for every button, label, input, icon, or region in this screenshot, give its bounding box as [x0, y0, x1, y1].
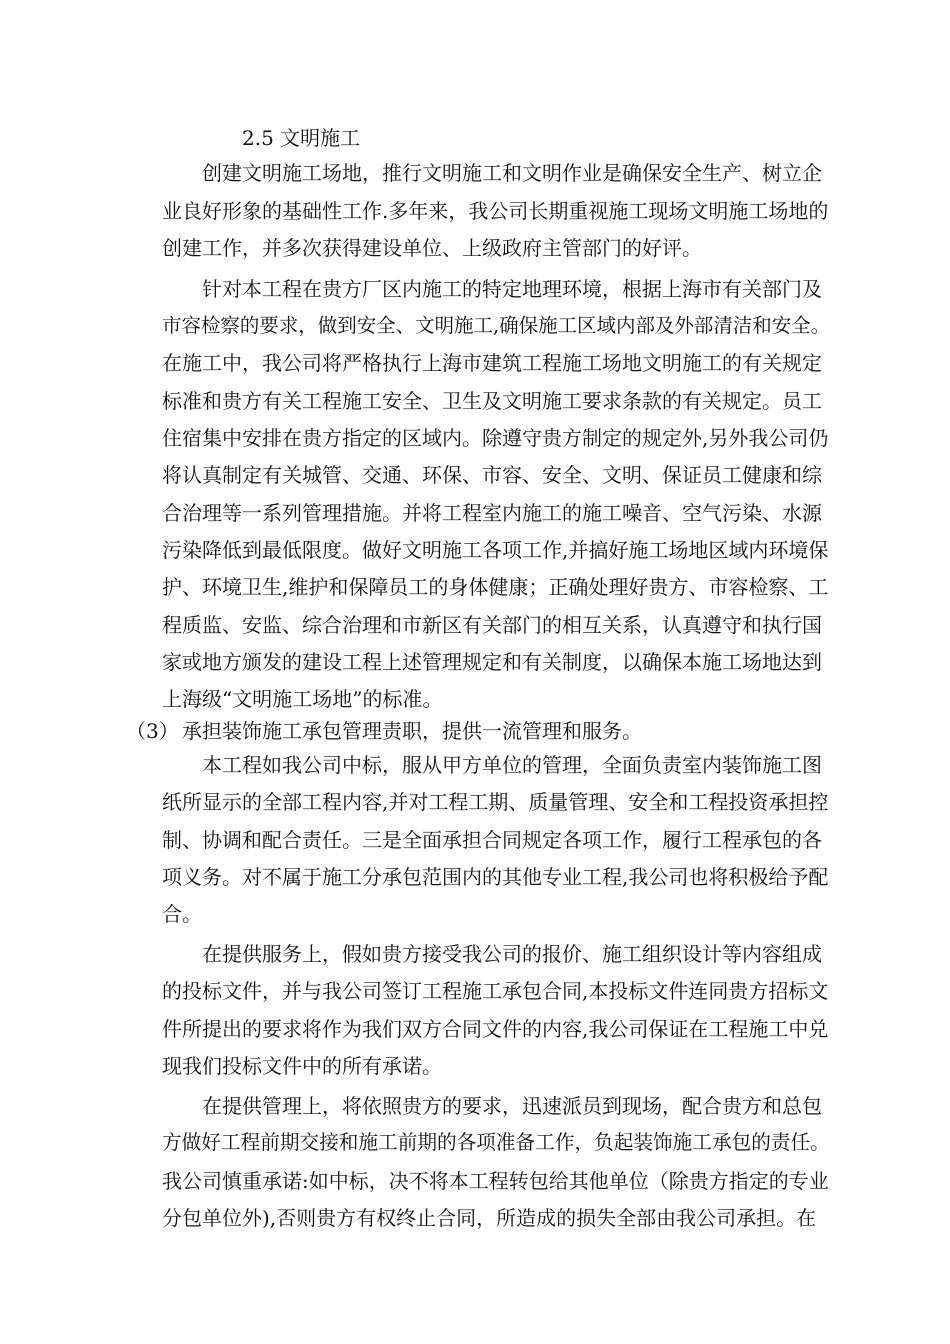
- text-line: 家或地方颁发的建设工程上述管理规定和有关制度，以确保本施工场地达到: [162, 650, 822, 674]
- text-line: 在提供服务上，假如贵方接受我公司的报价、施工组织设计等内容组成: [202, 942, 822, 966]
- text-line: 护、环境卫生,维护和保障员工的身体健康；正确处理好贵方、市容检察、工: [162, 575, 829, 599]
- text-line: 现我们投标文件中的所有承诺。: [162, 1054, 442, 1078]
- item-number: （3）: [126, 719, 179, 743]
- text-line: 分包单位外),否则贵方有权终止合同，所造成的损失全部由我公司承担。在: [162, 1206, 817, 1230]
- text-line: 件所提出的要求将作为我们双方合同文件的内容,我公司保证在工程施工中兑: [162, 1017, 829, 1041]
- text-line: 针对本工程在贵方厂区内施工的特定地理环境，根据上海市有关部门及: [202, 277, 822, 301]
- text-line: 项义务。对不属于施工分承包范围内的其他专业工程,我公司也将积极给予配: [162, 865, 829, 889]
- text-line: 本工程如我公司中标，服从甲方单位的管理，全面负责室内装饰施工图: [202, 753, 822, 777]
- text-line: 上海级“文明施工场地”的标准。: [162, 687, 443, 711]
- text-line: 的投标文件，并与我公司签订工程施工承包合同,本投标文件连同贵方招标文: [162, 979, 829, 1003]
- text-line: 创建文明施工场地，推行文明施工和文明作业是确保安全生产、树立企: [202, 161, 822, 185]
- text-line: 业良好形象的基础性工作.多年来，我公司长期重视施工现场文明施工场地的: [162, 199, 829, 223]
- text-line: 在施工中，我公司将严格执行上海市建筑工程施工场地文明施工的有关规定: [162, 351, 822, 375]
- text-line: 我公司慎重承诺:如中标，决不将本工程转包给其他单位（除贵方指定的专业: [162, 1169, 829, 1193]
- text-line: 合。: [162, 902, 202, 926]
- section-heading: 2.5 文明施工: [242, 126, 361, 150]
- text-line: 合治理等一系列管理措施。并将工程室内施工的施工噪音、空气污染、水源: [162, 501, 822, 525]
- text-line: 在提供管理上，将依照贵方的要求，迅速派员到现场，配合贵方和总包: [202, 1094, 822, 1118]
- text-line: 方做好工程前期交接和施工前期的各项准备工作，负起装饰施工承包的责任。: [162, 1131, 830, 1154]
- text-line: 创建工作，并多次获得建设单位、上级政府主管部门的好评。: [162, 236, 702, 260]
- numbered-item: [126, 718, 642, 744]
- text-line: 污染降低到最低限度。做好文明施工各项工作,并搞好施工场地区域内环境保: [162, 538, 829, 562]
- text-line: 标准和贵方有关工程施工安全、卫生及文明施工要求条款的有关规定。员工: [162, 389, 822, 413]
- item-text: 承担装饰施工承包管理责职，提供一流管理和服务。: [182, 719, 642, 743]
- text-line: 将认真制定有关城管、交通、环保、市容、安全、文明、保证员工健康和综: [162, 463, 822, 487]
- text-line: 程质监、安监、综合治理和市新区有关部门的相互关系，认真遵守和执行国: [162, 613, 822, 637]
- text-line: 市容检察的要求，做到安全、文明施工,确保施工区域内部及外部清洁和安全。: [162, 314, 831, 337]
- text-line: 纸所显示的全部工程内容,并对工程工期、质量管理、安全和工程投资承担控: [162, 790, 829, 814]
- text-line: 住宿集中安排在贵方指定的区域内。除遵守贵方制定的规定外,另外我公司仍: [162, 426, 829, 450]
- text-line: 制、协调和配合责任。三是全面承担合同规定各项工作，履行工程承包的各: [162, 828, 822, 852]
